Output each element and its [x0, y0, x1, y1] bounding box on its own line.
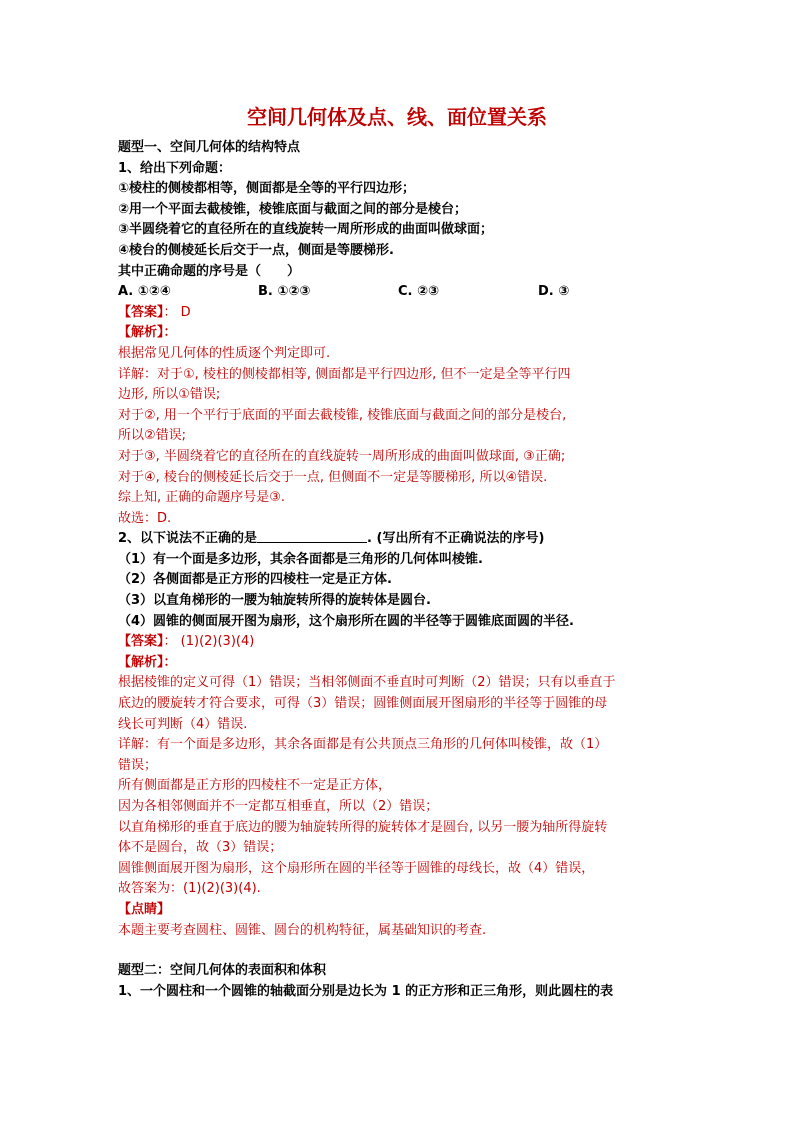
- answer-line: [118, 303, 688, 324]
- option-a: A. ①②④: [118, 284, 171, 300]
- statement-item: （1）有一个面是多边形，其余各面都是三角形的几何体叫棱锥.: [118, 551, 483, 567]
- analysis-line: 对于④, 棱台的侧棱延长后交于一点, 但侧面不一定是等腰梯形, 所以④错误.: [118, 469, 548, 485]
- proposition-item: ③半圆绕着它的直径所在的直线旋转一周所形成的曲面叫做球面；: [118, 222, 494, 238]
- statement-item: （4）圆锥的侧面展开图为扇形，这个扇形所在圆的半径等于圆锥底面圆的半径.: [118, 613, 574, 629]
- answer-line: [118, 632, 688, 653]
- proposition-item: ①棱柱的侧棱都相等，侧面都是全等的平行四边形；: [118, 181, 416, 197]
- proposition-item: ④棱台的侧棱延长后交于一点，侧面是等腰梯形.: [118, 242, 394, 258]
- analysis-line: 错误；: [118, 757, 158, 773]
- analysis-line: 详解：有一个面是多边形，其余各面都是有公共顶点三角形的几何体叫棱锥，故（1）: [118, 737, 608, 753]
- question-stem: 2、以下说法不正确的是 . (写出所有不正确说法的序号): [118, 531, 545, 547]
- comment-label: 【点睛】: [118, 901, 171, 917]
- analysis-line: 所有侧面都是正方形的四棱柱不一定是正方体，: [118, 778, 392, 794]
- option-b: B. ①②③: [258, 284, 311, 300]
- statement-item: （2）各侧面都是正方形的四棱柱一定是正方体.: [118, 572, 392, 588]
- question-ask: 其中正确命题的序号是（ ）: [118, 263, 301, 279]
- analysis-line: 根据棱锥的定义可得（1）错误；当相邻侧面不垂直时可判断（2）错误；只有以垂直于: [118, 675, 616, 691]
- question-stem: 1、给出下列命题：: [118, 160, 232, 176]
- analysis-line: 详解：对于①, 棱柱的侧棱都相等, 侧面都是平行四边形, 但不一定是全等平行四: [118, 366, 571, 382]
- analysis-line: 边形, 所以①错误;: [118, 387, 221, 403]
- analysis-line: 根据常见几何体的性质逐个判定即可.: [118, 345, 331, 361]
- answer-value: ： (1)(2)(3)(4): [163, 634, 255, 650]
- page-title: 空间几何体及点、线、面位置关系: [247, 105, 547, 129]
- analysis-line: 体不是圆台，故（3）错误；: [118, 840, 283, 856]
- proposition-item: ②用一个平面去截棱锥，棱锥底面与截面之间的部分是棱台；: [118, 201, 468, 217]
- document-body: [118, 138, 688, 1002]
- analysis-heading: 【解析】：: [118, 654, 177, 670]
- comment-text: 本题主要考查圆柱、圆锥、圆台的机构特征，属基础知识的考查.: [118, 922, 487, 938]
- analysis-line: 因为各相邻侧面并不一定都互相垂直，所以（2）错误；: [118, 799, 439, 814]
- analysis-heading: 【解析】：: [118, 325, 177, 341]
- answer-options: [118, 282, 688, 303]
- analysis-line: 以直角梯形的垂直于底边的腰为轴旋转所得的旋转体才是圆台, 以另一腰为轴所得旋转: [118, 819, 608, 835]
- answer-label: 【答案】: [118, 634, 164, 650]
- analysis-label: 【解析】: [118, 325, 164, 341]
- option-c: C. ②③: [398, 284, 440, 300]
- analysis-line: 综上知, 正确的命题序号是③.: [118, 490, 286, 506]
- analysis-line: 圆锥侧面展开图为扇形，这个扇形所在圆的半径等于圆锥的母线长，故（4）错误，: [118, 860, 595, 876]
- section-spacer: [118, 941, 688, 961]
- analysis-line: 故选：D.: [118, 510, 172, 526]
- answer-value: ： D: [163, 304, 191, 320]
- analysis-label: 【解析】: [118, 654, 164, 670]
- section-heading: 题型一、空间几何体的结构特点: [118, 140, 301, 155]
- analysis-line: 底边的腰旋转才符合要求，可得（3）错误；圆锥侧面展开图扇形的半径等于圆锥的母: [118, 696, 608, 712]
- option-d: D. ③: [538, 284, 570, 300]
- analysis-line: 线长可判断（4）错误.: [118, 716, 248, 732]
- answer-blank: [257, 529, 367, 543]
- section-heading: 题型二：空间几何体的表面积和体积: [118, 963, 327, 979]
- analysis-line: 对于②, 用一个平行于底面的平面去截棱锥, 棱锥底面与截面之间的部分是棱台,: [118, 407, 567, 423]
- statement-item: （3）以直角梯形的一腰为轴旋转所得的旋转体是圆台.: [118, 593, 431, 609]
- answer-label: 【答案】: [118, 304, 164, 320]
- question-stem: 1、一个圆柱和一个圆锥的轴截面分别是边长为 1 的正方形和正三角形，则此圆柱的表: [118, 983, 614, 999]
- analysis-line: 故答案为：(1)(2)(3)(4).: [118, 881, 261, 897]
- analysis-line: 对于③, 半圆绕着它的直径所在的直线旋转一周所形成的曲面叫做球面, ③正确;: [118, 448, 566, 464]
- analysis-line: 所以②错误;: [118, 428, 187, 444]
